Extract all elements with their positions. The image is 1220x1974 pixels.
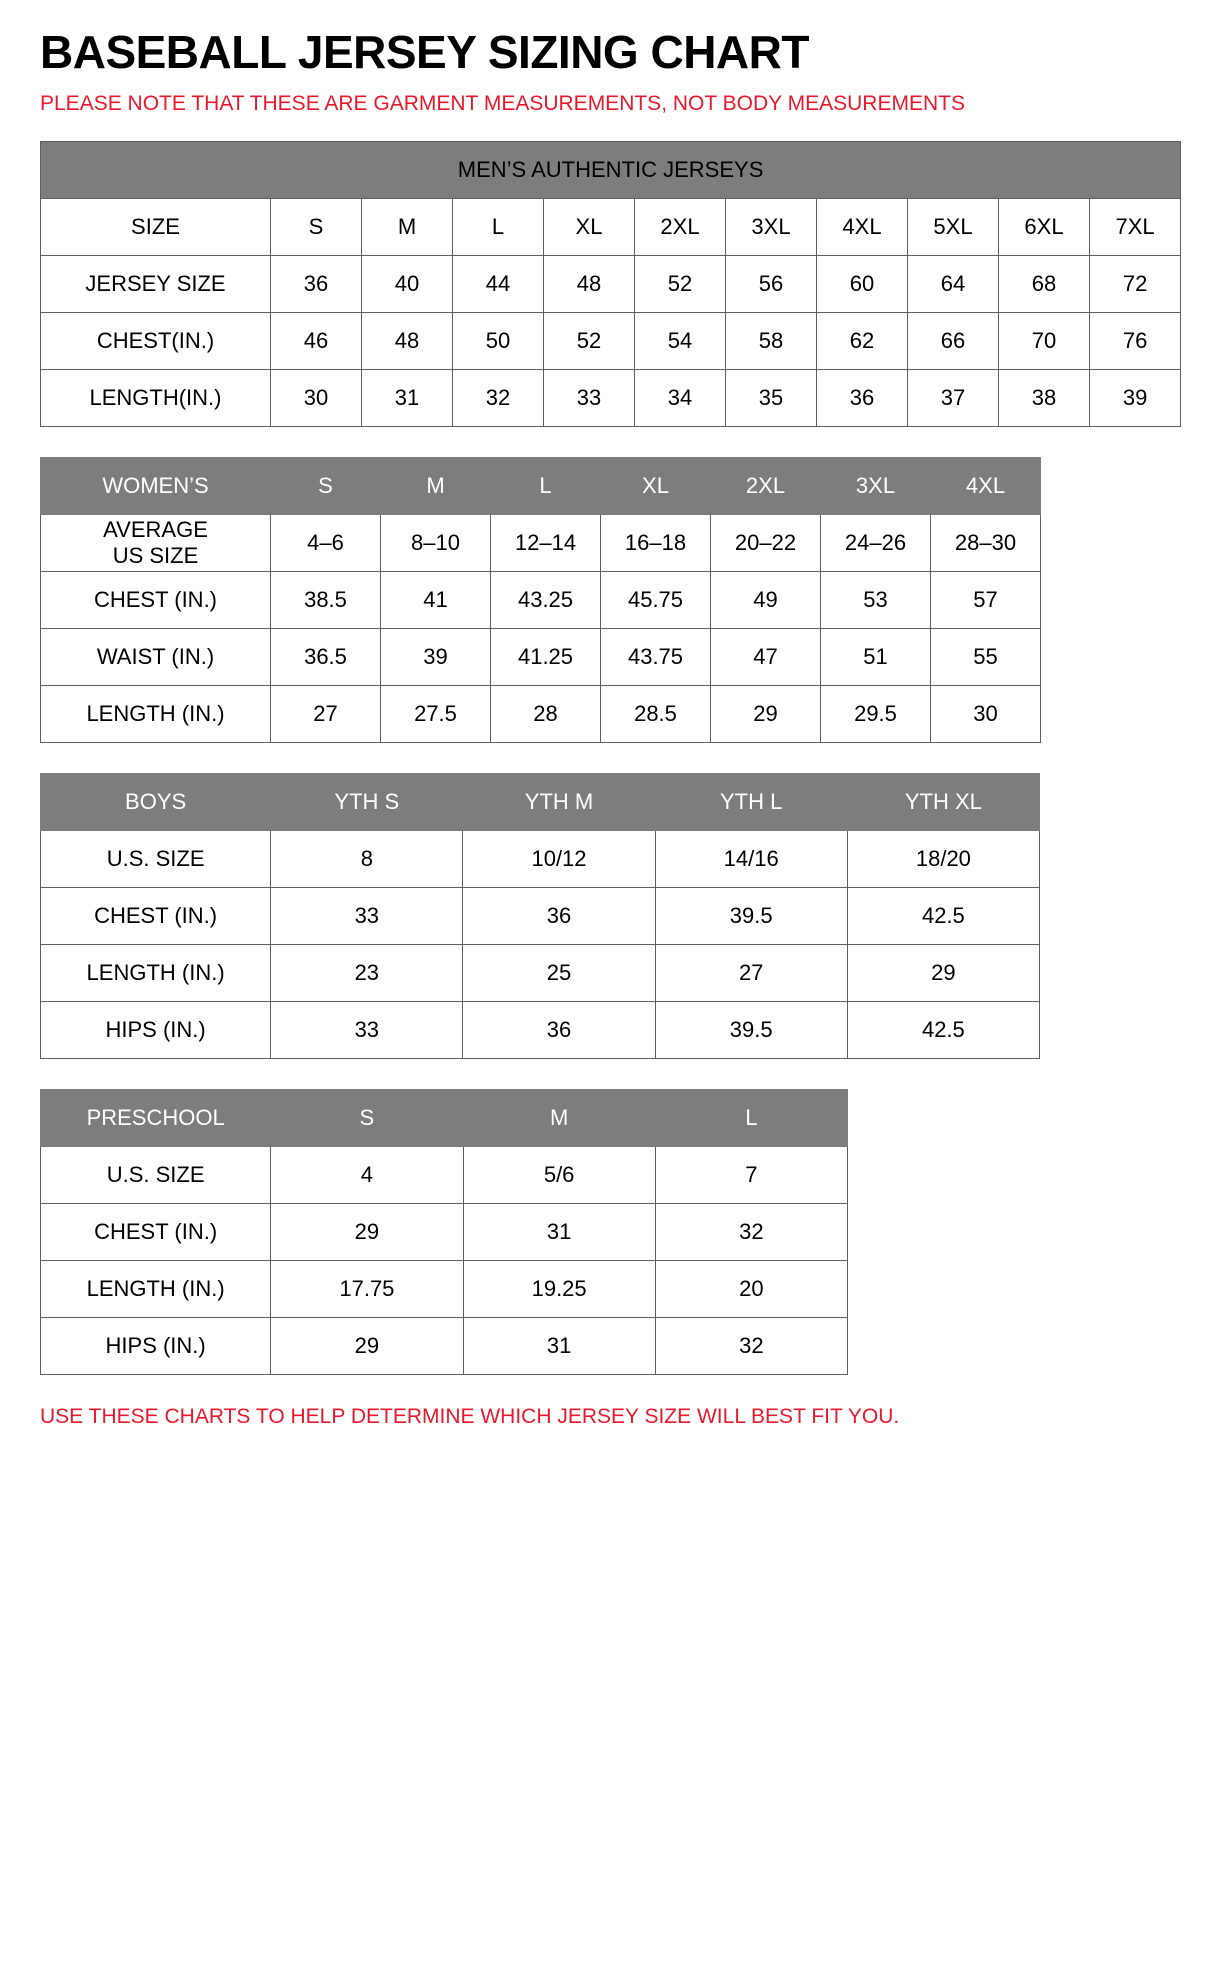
cell: 48 xyxy=(544,255,635,312)
mens-size-l: L xyxy=(453,198,544,255)
cell: 30 xyxy=(931,685,1041,742)
cell: 46 xyxy=(271,312,362,369)
mens-size-6xl: 6XL xyxy=(999,198,1090,255)
mens-banner-row xyxy=(41,141,1181,198)
cell: 39 xyxy=(381,628,491,685)
cell: 64 xyxy=(908,255,999,312)
womens-size-l: L xyxy=(491,457,601,514)
row-label-line1: AVERAGE xyxy=(103,517,208,543)
row-label: HIPS (IN.) xyxy=(41,1001,271,1058)
footer-note: USE THESE CHARTS TO HELP DETERMINE WHICH JERSEY SIZE WILL BEST FIT YOU. xyxy=(40,1404,900,1428)
womens-size-3xl: 3XL xyxy=(821,457,931,514)
cell: 62 xyxy=(817,312,908,369)
womens-size-4xl: 4XL xyxy=(931,457,1041,514)
cell: 70 xyxy=(999,312,1090,369)
row-label-line2: US SIZE xyxy=(112,542,199,568)
preschool-size-m: M xyxy=(463,1089,655,1146)
cell: 24–26 xyxy=(821,514,931,571)
cell: 5/6 xyxy=(463,1146,655,1203)
row-label xyxy=(41,514,271,571)
cell: 36 xyxy=(463,1001,655,1058)
cell: 19.25 xyxy=(463,1260,655,1317)
row-label: CHEST (IN.) xyxy=(41,887,271,944)
boys-label: BOYS xyxy=(41,773,271,830)
cell: 47 xyxy=(711,628,821,685)
row-label: U.S. SIZE xyxy=(41,830,271,887)
cell: 58 xyxy=(726,312,817,369)
cell: 41.25 xyxy=(491,628,601,685)
preschool-size-s: S xyxy=(271,1089,463,1146)
cell: 72 xyxy=(1090,255,1181,312)
cell: 39.5 xyxy=(655,887,847,944)
mens-size-3xl: 3XL xyxy=(726,198,817,255)
cell: 4–6 xyxy=(271,514,381,571)
boys-size-yth-xl: YTH XL xyxy=(847,773,1039,830)
womens-size-2xl: 2XL xyxy=(711,457,821,514)
cell: 48 xyxy=(362,312,453,369)
cell: 51 xyxy=(821,628,931,685)
cell: 31 xyxy=(463,1203,655,1260)
cell: 44 xyxy=(453,255,544,312)
table-row xyxy=(41,1317,848,1374)
cell: 38.5 xyxy=(271,571,381,628)
cell: 33 xyxy=(271,887,463,944)
cell: 7 xyxy=(655,1146,847,1203)
table-row xyxy=(41,514,1041,571)
cell: 17.75 xyxy=(271,1260,463,1317)
cell: 28 xyxy=(491,685,601,742)
mens-banner: MEN’S AUTHENTIC JERSEYS xyxy=(41,141,1181,198)
preschool-label: PRESCHOOL xyxy=(41,1089,271,1146)
mens-size-7xl: 7XL xyxy=(1090,198,1181,255)
row-label: HIPS (IN.) xyxy=(41,1317,271,1374)
page-title: BASEBALL JERSEY SIZING CHART xyxy=(40,26,809,78)
cell: 29 xyxy=(711,685,821,742)
cell: 36.5 xyxy=(271,628,381,685)
mens-size-xl: XL xyxy=(544,198,635,255)
mens-size-header-row xyxy=(41,198,1181,255)
cell: 39 xyxy=(1090,369,1181,426)
row-label: CHEST(IN.) xyxy=(41,312,271,369)
row-label: LENGTH (IN.) xyxy=(41,944,271,1001)
cell: 34 xyxy=(635,369,726,426)
row-label: LENGTH(IN.) xyxy=(41,369,271,426)
cell: 28.5 xyxy=(601,685,711,742)
cell: 39.5 xyxy=(655,1001,847,1058)
cell: 25 xyxy=(463,944,655,1001)
cell: 20 xyxy=(655,1260,847,1317)
cell: 33 xyxy=(271,1001,463,1058)
table-row xyxy=(41,312,1181,369)
cell: 32 xyxy=(453,369,544,426)
cell: 49 xyxy=(711,571,821,628)
table-row xyxy=(41,369,1181,426)
cell: 43.75 xyxy=(601,628,711,685)
table-row xyxy=(41,944,1040,1001)
cell: 43.25 xyxy=(491,571,601,628)
cell: 60 xyxy=(817,255,908,312)
row-label: CHEST (IN.) xyxy=(41,571,271,628)
mens-size-5xl: 5XL xyxy=(908,198,999,255)
cell: 56 xyxy=(726,255,817,312)
cell: 31 xyxy=(362,369,453,426)
cell: 29 xyxy=(271,1203,463,1260)
table-row xyxy=(41,830,1040,887)
cell: 4 xyxy=(271,1146,463,1203)
cell: 52 xyxy=(635,255,726,312)
mens-size-2xl: 2XL xyxy=(635,198,726,255)
cell: 31 xyxy=(463,1317,655,1374)
womens-size-m: M xyxy=(381,457,491,514)
row-label: LENGTH (IN.) xyxy=(41,685,271,742)
boys-size-yth-l: YTH L xyxy=(655,773,847,830)
table-row xyxy=(41,628,1041,685)
cell: 14/16 xyxy=(655,830,847,887)
cell: 42.5 xyxy=(847,1001,1039,1058)
cell: 35 xyxy=(726,369,817,426)
cell: 27 xyxy=(655,944,847,1001)
table-row xyxy=(41,1146,848,1203)
womens-sizing-table xyxy=(40,457,1041,743)
row-label: CHEST (IN.) xyxy=(41,1203,271,1260)
table-row xyxy=(41,1203,848,1260)
cell: 54 xyxy=(635,312,726,369)
womens-label: WOMEN’S xyxy=(41,457,271,514)
cell: 20–22 xyxy=(711,514,821,571)
womens-size-xl: XL xyxy=(601,457,711,514)
cell: 27 xyxy=(271,685,381,742)
cell: 32 xyxy=(655,1203,847,1260)
cell: 28–30 xyxy=(931,514,1041,571)
mens-sizing-table xyxy=(40,141,1181,427)
cell: 76 xyxy=(1090,312,1181,369)
cell: 29 xyxy=(271,1317,463,1374)
cell: 29 xyxy=(847,944,1039,1001)
cell: 57 xyxy=(931,571,1041,628)
table-row xyxy=(41,887,1040,944)
womens-size-s: S xyxy=(271,457,381,514)
preschool-sizing-table xyxy=(40,1089,848,1375)
cell: 40 xyxy=(362,255,453,312)
cell: 53 xyxy=(821,571,931,628)
cell: 36 xyxy=(817,369,908,426)
table-row xyxy=(41,571,1041,628)
boys-size-yth-m: YTH M xyxy=(463,773,655,830)
womens-header-row xyxy=(41,457,1041,514)
cell: 30 xyxy=(271,369,362,426)
cell: 55 xyxy=(931,628,1041,685)
cell: 41 xyxy=(381,571,491,628)
cell: 12–14 xyxy=(491,514,601,571)
mens-size-label: SIZE xyxy=(41,198,271,255)
table-row xyxy=(41,685,1041,742)
table-row xyxy=(41,1260,848,1317)
boys-header-row xyxy=(41,773,1040,830)
row-label: JERSEY SIZE xyxy=(41,255,271,312)
preschool-header-row xyxy=(41,1089,848,1146)
cell: 29.5 xyxy=(821,685,931,742)
cell: 23 xyxy=(271,944,463,1001)
cell: 36 xyxy=(463,887,655,944)
cell: 16–18 xyxy=(601,514,711,571)
boys-size-yth-s: YTH S xyxy=(271,773,463,830)
cell: 10/12 xyxy=(463,830,655,887)
mens-size-s: S xyxy=(271,198,362,255)
cell: 45.75 xyxy=(601,571,711,628)
table-row xyxy=(41,255,1181,312)
boys-sizing-table xyxy=(40,773,1040,1059)
cell: 27.5 xyxy=(381,685,491,742)
row-label: WAIST (IN.) xyxy=(41,628,271,685)
table-row xyxy=(41,1001,1040,1058)
cell: 32 xyxy=(655,1317,847,1374)
row-label: U.S. SIZE xyxy=(41,1146,271,1203)
cell: 68 xyxy=(999,255,1090,312)
cell: 8–10 xyxy=(381,514,491,571)
cell: 37 xyxy=(908,369,999,426)
cell: 36 xyxy=(271,255,362,312)
measurement-note: PLEASE NOTE THAT THESE ARE GARMENT MEASUREMENTS, NOT BODY MEASUREMENTS xyxy=(40,92,965,116)
cell: 8 xyxy=(271,830,463,887)
mens-size-4xl: 4XL xyxy=(817,198,908,255)
cell: 50 xyxy=(453,312,544,369)
preschool-size-l: L xyxy=(655,1089,847,1146)
mens-size-m: M xyxy=(362,198,453,255)
cell: 38 xyxy=(999,369,1090,426)
cell: 52 xyxy=(544,312,635,369)
cell: 66 xyxy=(908,312,999,369)
cell: 42.5 xyxy=(847,887,1039,944)
cell: 18/20 xyxy=(847,830,1039,887)
row-label: LENGTH (IN.) xyxy=(41,1260,271,1317)
cell: 33 xyxy=(544,369,635,426)
